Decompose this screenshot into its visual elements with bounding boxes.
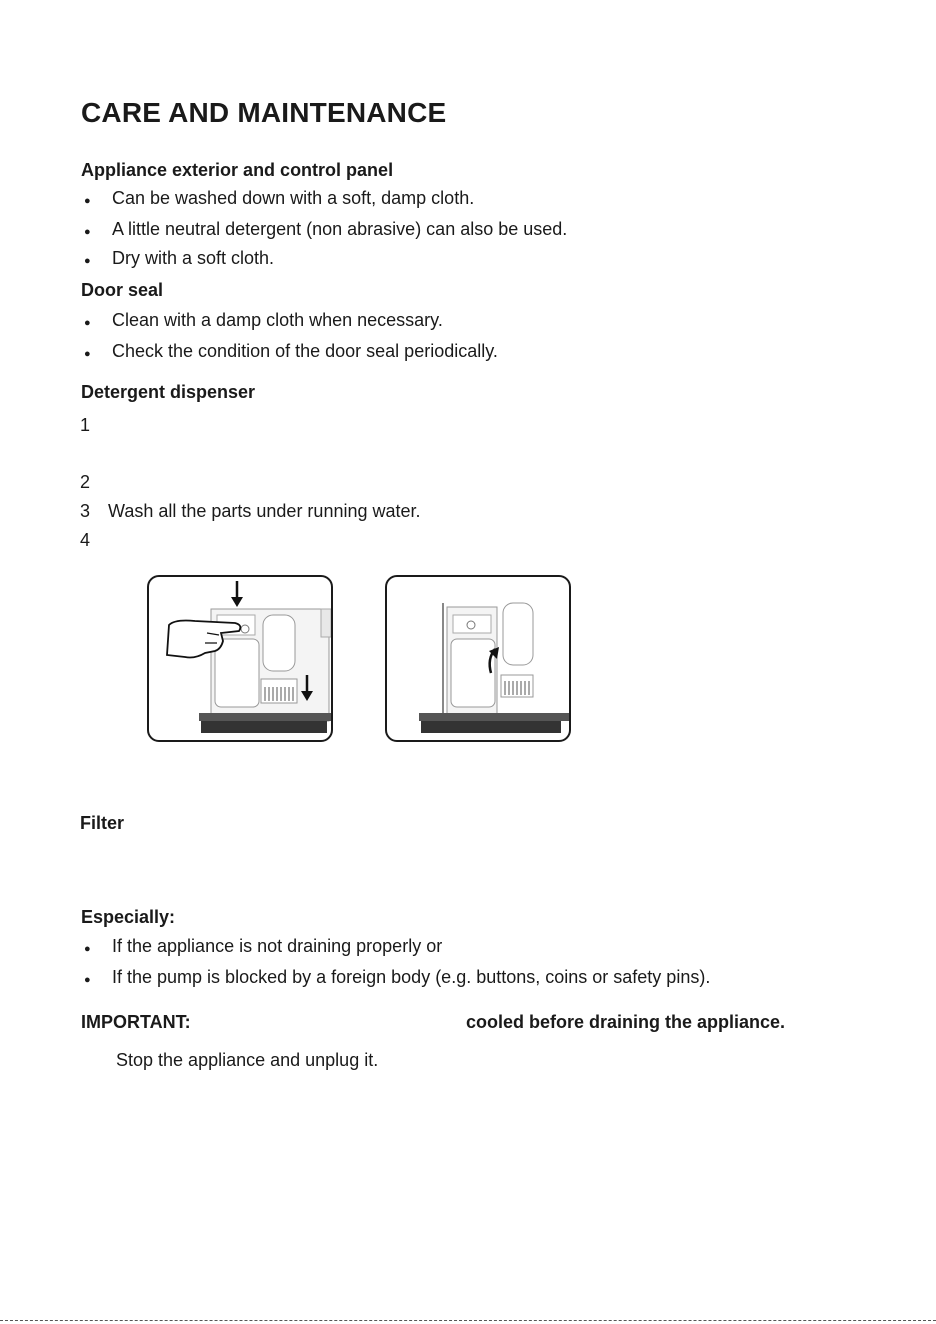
- list-item: If the appliance is not draining properly or: [112, 936, 443, 956]
- list-item: If the pump is blocked by a foreign body (e.g. buttons, coins or safety pins).: [112, 967, 711, 987]
- dispenser-release-illustration: [147, 575, 333, 742]
- important-label: IMPORTANT:: [81, 1012, 191, 1032]
- step-number: 2: [80, 472, 91, 492]
- bullet-icon: ●: [84, 348, 91, 360]
- step-number: 3: [80, 501, 91, 521]
- bullet-icon: ●: [84, 974, 91, 986]
- bullet-icon: ●: [84, 226, 91, 238]
- section-heading-exterior: Appliance exterior and control panel: [81, 160, 394, 180]
- list-item: A little neutral detergent (non abrasive) can also be used.: [112, 219, 568, 239]
- bullet-icon: ●: [84, 943, 91, 955]
- step-number: 4: [80, 530, 91, 550]
- important-text: cooled before draining the appliance.: [466, 1012, 786, 1032]
- section-heading-door-seal: Door seal: [81, 280, 164, 300]
- siphon-removal-illustration: [385, 575, 571, 742]
- step-text: Wash all the parts under running water.: [108, 501, 421, 521]
- section-heading-especially: Especially:: [81, 907, 176, 927]
- list-item: Dry with a soft cloth.: [112, 248, 275, 268]
- bullet-icon: ●: [84, 317, 91, 329]
- section-heading-dispenser: Detergent dispenser: [81, 382, 256, 402]
- bullet-icon: ●: [84, 195, 91, 207]
- list-item: Clean with a damp cloth when necessary.: [112, 310, 443, 330]
- page-title: CARE AND MAINTENANCE: [81, 97, 447, 128]
- page-bottom-divider: [0, 1320, 936, 1321]
- list-item: Check the condition of the door seal periodically.: [112, 341, 498, 361]
- important-step: Stop the appliance and unplug it.: [116, 1050, 379, 1070]
- bullet-icon: ●: [84, 255, 91, 267]
- step-number: 1: [80, 415, 91, 435]
- section-heading-filter: Filter: [80, 813, 125, 833]
- list-item: Can be washed down with a soft, damp cloth.: [112, 188, 475, 208]
